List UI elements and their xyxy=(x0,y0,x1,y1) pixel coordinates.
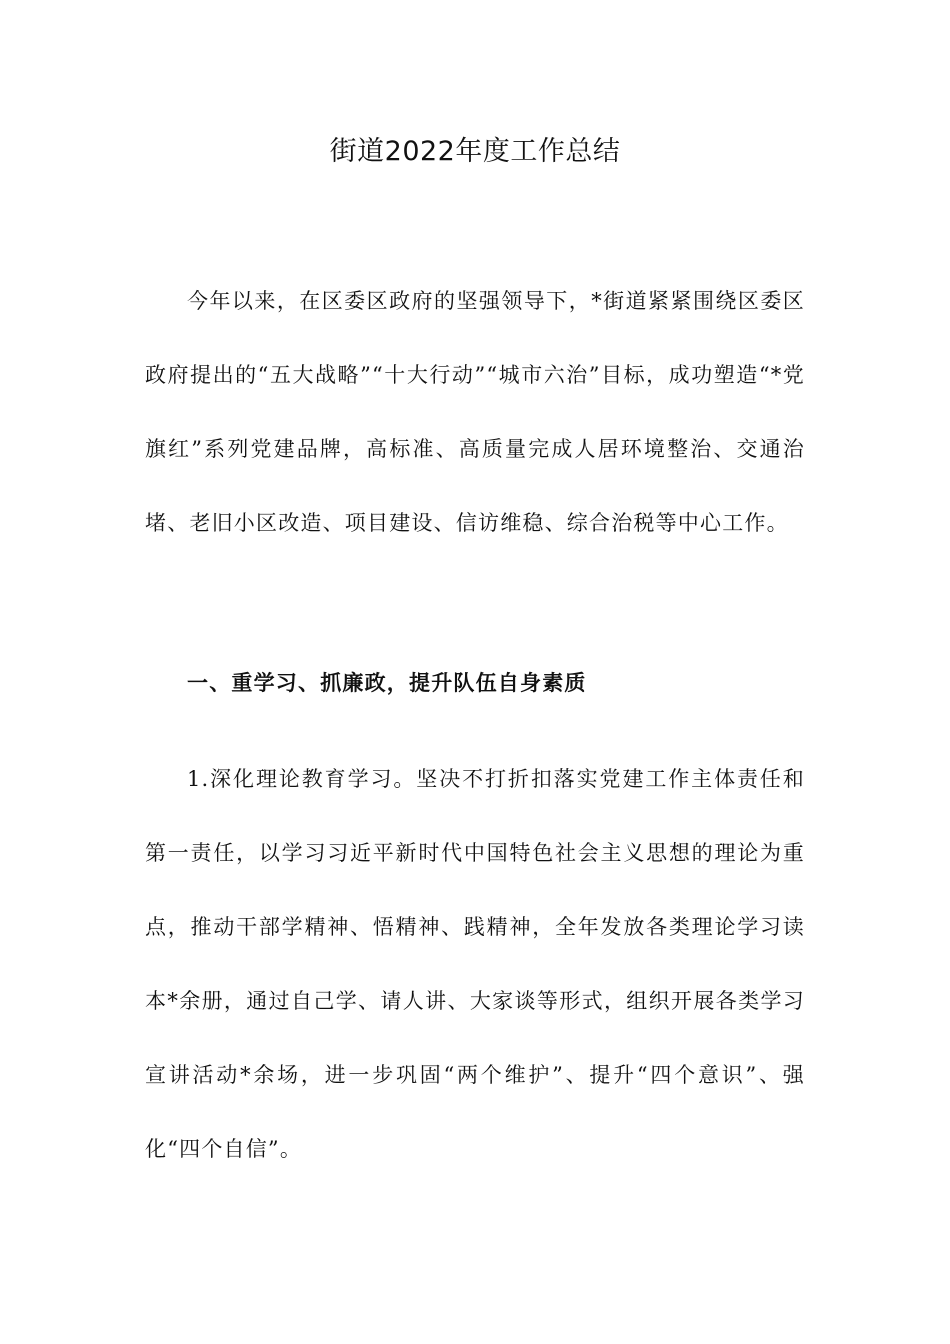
intro-paragraph: 今年以来，在区委区政府的坚强领导下，*街道紧紧围绕区委区政府提出的“五大战略”“十大行动”“城市六治”目标，成功塑造“*党旗红”系列党建品牌，高标准、高质量完成人居环境整治、交通治堵、老旧小区改造、项目建设、信访维稳、综合治税等中心工作。 xyxy=(145,289,805,535)
section-heading: 一、重学习、抓廉政，提升队伍自身素质 xyxy=(187,671,587,695)
document-title: 街道2022年度工作总结 xyxy=(329,136,621,167)
section-paragraph: 1.深化理论教育学习。坚决不打折扣落实党建工作主体责任和第一责任，以学习习近平新时代中国特色社会主义思想的理论为重点，推动干部学精神、悟精神、践精神，全年发放各类理论学习读本*余册，通过自己学、请人讲、大家谈等形式，组织开展各类学习宣讲活动*余场，进一步巩固“两个维护”、提升“四个意识”、强化“四个自信”。 xyxy=(145,767,805,1161)
